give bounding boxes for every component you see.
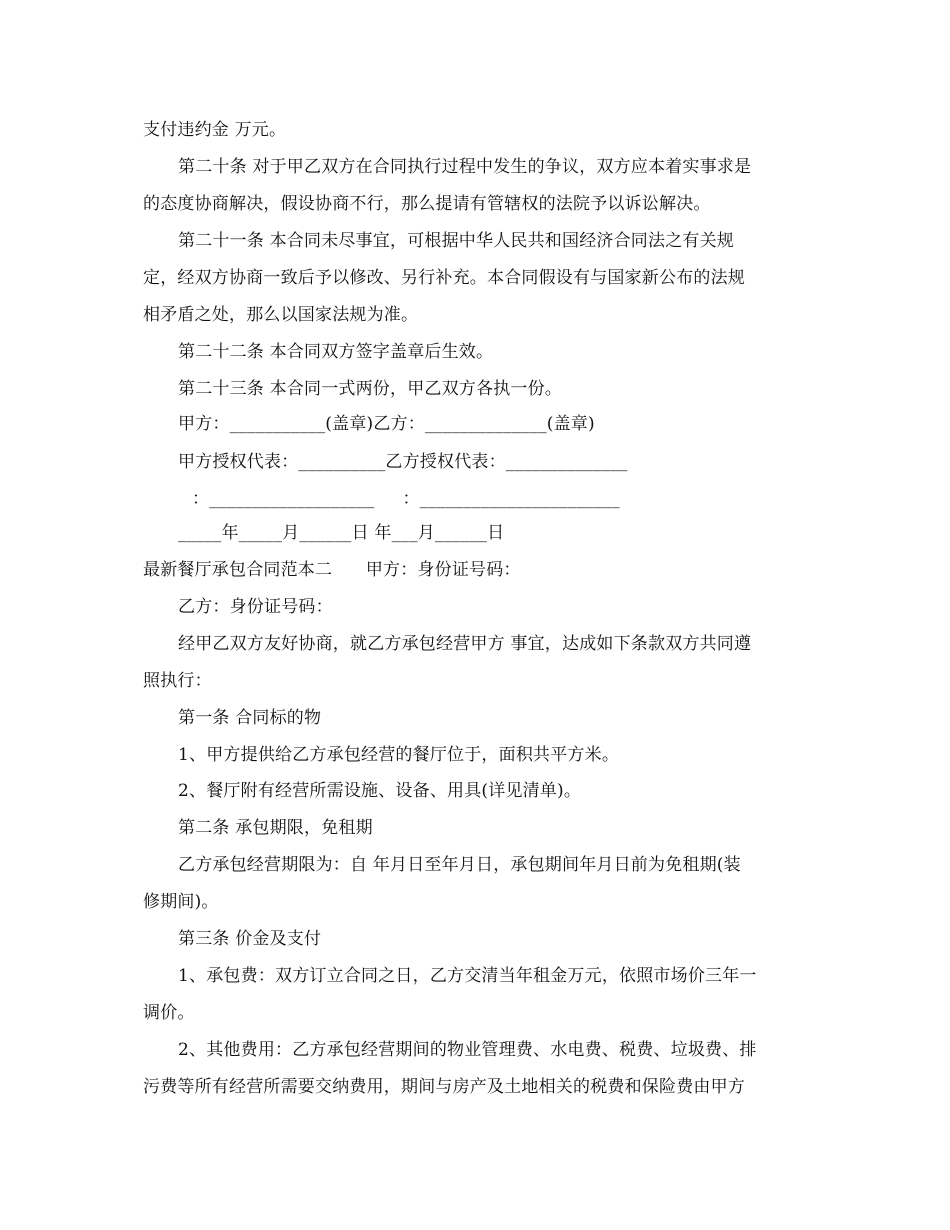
- text-line: 污费等所有经营所需要交纳费用，期间与房产及土地相关的税费和保险费由甲方: [143, 1077, 745, 1097]
- text-line: 1、甲方提供给乙方承包经营的餐厅位于，面积共平方米。: [178, 745, 620, 765]
- text-line: 定，经双方协商一致后予以修改、另行补充。本合同假设有与国家新公布的法规: [143, 268, 745, 288]
- text-line: 1、承包费：双方订立合同之日，乙方交清当年租金万元，依照市场价三年一: [178, 966, 757, 986]
- signature-line-representatives: 甲方授权代表：__________乙方授权代表：______________: [178, 452, 628, 472]
- text-line: 乙方承包经营期限为：自 年月日至年月日，承包期间年月日前为免租期(装: [178, 855, 741, 875]
- text-line: 第二十三条 本合同一式两份，甲乙双方各执一份。: [178, 379, 563, 399]
- text-line: 经甲乙双方友好协商，就乙方承包经营甲方 事宜，达成如下条款双方共同遵: [178, 634, 752, 654]
- section-title: 最新餐厅承包合同范本二 甲方：身份证号码：: [143, 560, 521, 580]
- date-line: _____年_____月______日 年___月______日: [178, 523, 505, 543]
- article-heading: 第二条 承包期限，免租期: [178, 818, 373, 838]
- text-line: 2、其他费用：乙方承包经营期间的物业管理费、水电费、税费、垃圾费、排: [178, 1040, 757, 1060]
- text-line: 的态度协商解决，假设协商不行，那么提请有管辖权的法院予以诉讼解决。: [143, 194, 711, 214]
- text-line: 2、餐厅附有经营所需设施、设备、用具(详见清单)。: [178, 781, 582, 801]
- signature-line-parties: 甲方：___________(盖章)乙方：______________(盖章): [178, 414, 595, 434]
- text-line: 支付违约金 万元。: [143, 120, 287, 140]
- text-line: 照执行：: [143, 671, 212, 691]
- text-line: 第二十条 对于甲乙双方在合同执行过程中发生的争议，双方应本着实事求是: [178, 157, 752, 177]
- text-line: 第二十二条 本合同双方签字盖章后生效。: [178, 342, 494, 362]
- text-line: 乙方：身份证号码：: [178, 597, 333, 617]
- article-heading: 第三条 价金及支付: [178, 929, 322, 949]
- signature-line-blank: ：___________________ ：_______________________: [192, 489, 620, 509]
- text-line: 第二十一条 本合同未尽事宜，可根据中华人民共和国经济合同法之有关规: [178, 231, 735, 251]
- text-line: 修期间)。: [143, 892, 219, 912]
- text-line: 相矛盾之处，那么以国家法规为准。: [143, 305, 419, 325]
- text-line: 调价。: [143, 1003, 195, 1023]
- article-heading: 第一条 合同标的物: [178, 708, 322, 728]
